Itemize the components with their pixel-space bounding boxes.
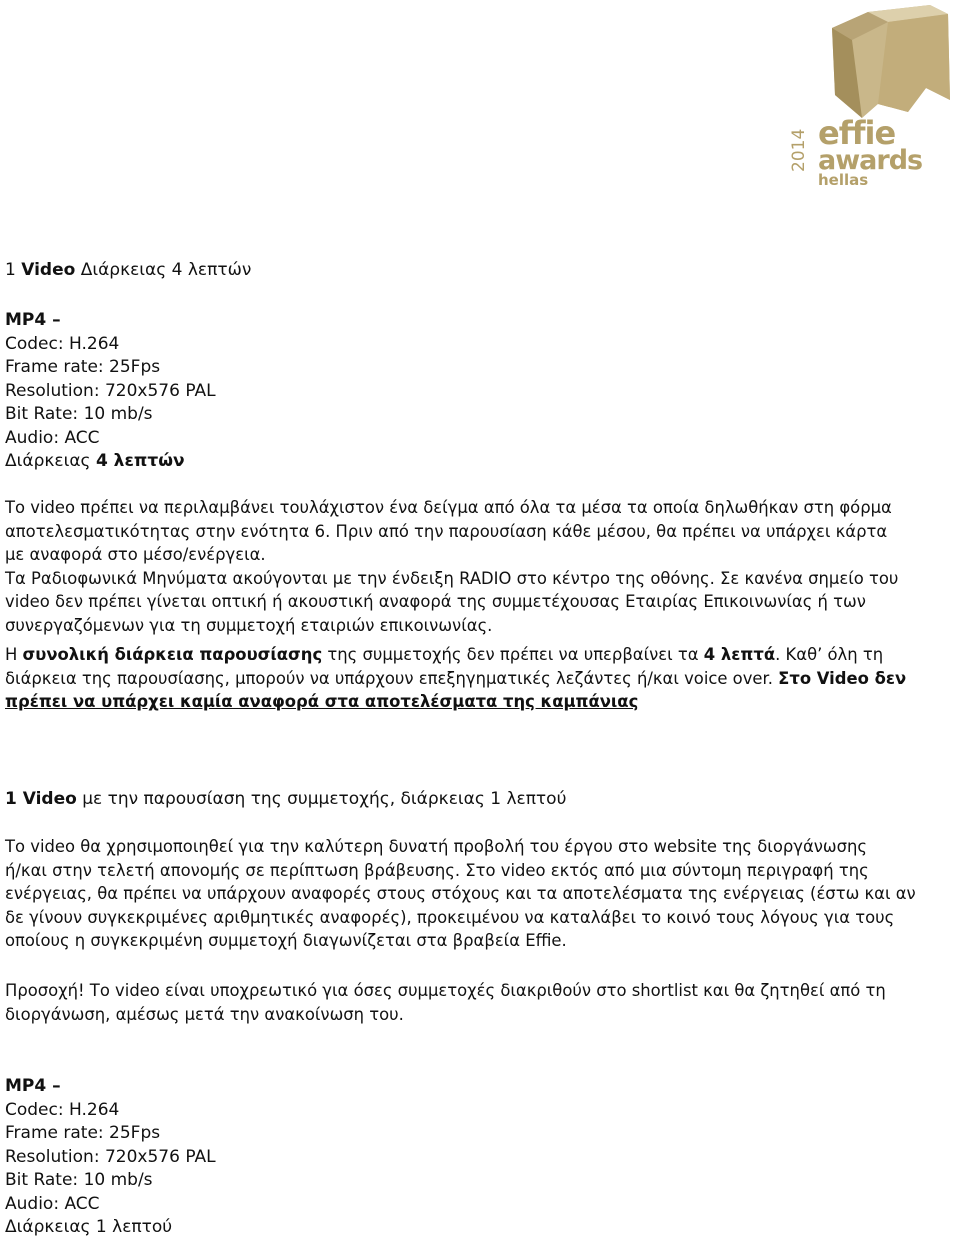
section1-title: 1 Video Διάρκειας 4 λεπτών: [5, 260, 252, 280]
effie-logo-graphic: [780, 0, 960, 190]
spec-line: Bit Rate: 10 mb/s: [5, 1170, 153, 1190]
spec-line: Codec: H.264: [5, 333, 120, 354]
effie-awards-logo: [780, 0, 960, 190]
duration-line: Διάρκειας 4 λεπτών: [5, 451, 185, 471]
spec-line: Audio: ACC: [5, 1193, 100, 1214]
section2-title: 1 Video με την παρουσίαση της συμμετοχής, διάρκειας 1 λεπτού: [5, 789, 567, 809]
spec-line: Resolution: 720x576 PAL: [5, 1146, 216, 1167]
spec-heading: MP4 –: [5, 1076, 61, 1096]
section2-note: Προσοχή! Το video είναι υποχρεωτικό για όσες συμμετοχές διακριθούν στο shortlist και θα ζητηθεί από τη διοργάνωση, αμέσως μετά την ανακοίνωση του.: [5, 981, 886, 1024]
spec-line: Bit Rate: 10 mb/s: [5, 404, 153, 424]
section1-duration-paragraph: Η συνολική διάρκεια παρουσίασης της συμμετοχής δεν πρέπει να υπερβαίνει τα 4 λεπτά. Καθ’ όλη τη διάρκεια της παρουσίασης, μπορούν να υπάρχουν επεξηγηματικές λεζάντες ή/και voice over. Στο Video δεν πρέπει να υπάρχει καμία αναφορά στα αποτελέσματα της καμπάνιας: [5, 645, 907, 711]
spec-line: Audio: ACC: [5, 427, 100, 448]
spec-line: Resolution: 720x576 PAL: [5, 380, 216, 401]
spec-heading: MP4 –: [5, 310, 61, 330]
spec-line: Frame rate: 25Fps: [5, 357, 161, 377]
spec-line: Frame rate: 25Fps: [5, 1123, 161, 1143]
duration-line: Διάρκειας 1 λεπτού: [5, 1217, 173, 1237]
svg-text:awards: awards: [818, 145, 923, 176]
svg-text:effie: effie: [818, 114, 896, 152]
section1-paragraph: Το video πρέπει να περιλαμβάνει τουλάχιστον ένα δείγμα από όλα τα μέσα τα οποία δηλωθήκαν στη φόρμα αποτελεσματικότητας στην ενότητα 6. Πριν από την παρουσίαση κάθε μέσου, θα πρέπει να υπάρχει κάρτα με αναφορά στο μέσο/ενέργεια. Τα Ραδιοφωνικά Μηνύματα ακούγονται με την ένδειξη RADIO στο κέντρο της οθόνης. Σε κανένα σημείο του video δεν πρέπει γίνεται οπτική ή ακουστική αναφορά της συμμετέχουσας Εταιρίας Επικοινωνίας ή των συνεργαζόμενων για τη συμμετοχή εταιριών επικοινωνίας.: [5, 498, 899, 635]
spec-line: Codec: H.264: [5, 1099, 120, 1120]
svg-text:2014: 2014: [789, 128, 809, 172]
section1-specs: [5, 309, 955, 474]
svg-text:hellas: hellas: [818, 171, 869, 189]
section2-specs: [5, 1075, 955, 1240]
section2-paragraph: Το video θα χρησιμοποιηθεί για την καλύτερη δυνατή προβολή του έργου στο website της διοργάνωσης ή/και στην τελετή απονομής σε περίπτωση βράβευσης. Στο video εκτός από μια σύντομη περιγραφή της ενέργειας, θα πρέπει να υπάρχουν αναφορές στους στόχους και τα αποτελέσματα της ενέργειας (έστω και αν δε γίνουν συγκεκριμένες αριθμητικές αναφορές), προκειμένου να καταλάβει το κοινό τους λόγους για τους οποίους η συγκεκριμένη συμμετοχή διαγωνίζεται στα βραβεία Effie.: [5, 837, 916, 950]
